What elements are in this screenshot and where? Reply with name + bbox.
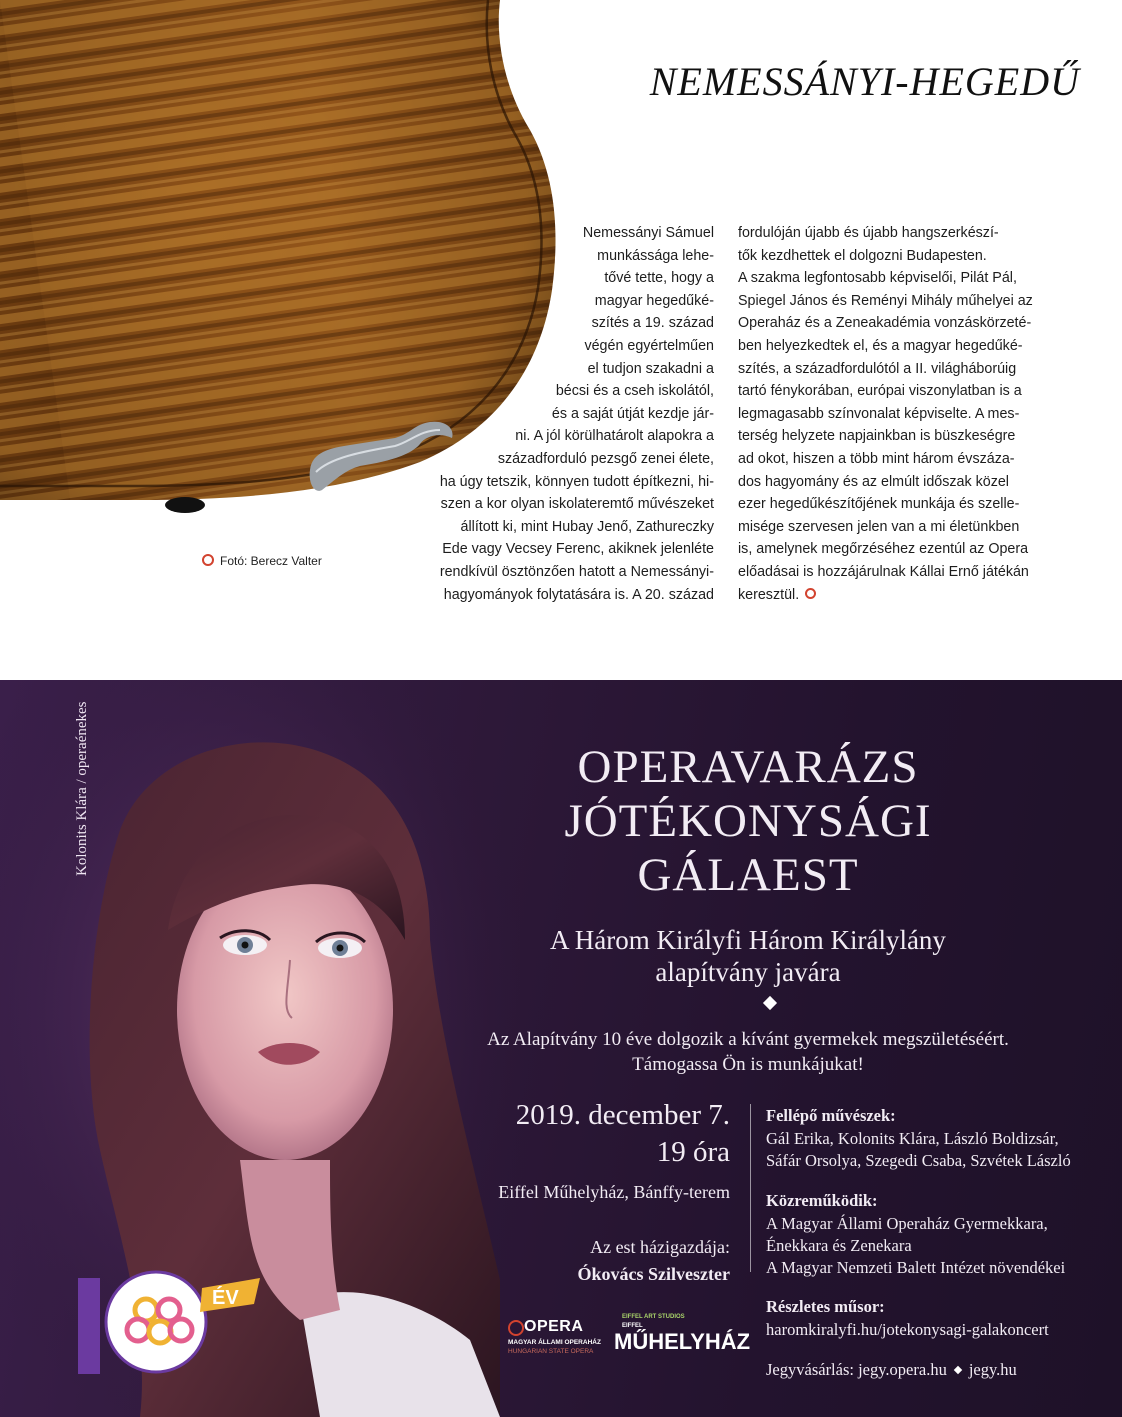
vertical-divider — [750, 1104, 751, 1272]
article-column-right — [738, 222, 1064, 606]
text-line: legmagasabb színvonalat képviselte. A mes- — [738, 405, 1020, 422]
diamond-separator-icon — [954, 1366, 962, 1374]
text-line: ezer hegedűkészítőjének munkája és szelle- — [738, 496, 1020, 513]
opera-logo-sub: MAGYAR ÁLLAMI OPERAHÁZ — [508, 1339, 601, 1346]
photo-credit-text: Fotó: Berecz Valter — [220, 554, 322, 568]
program-label: Részletes műsor: — [766, 1297, 885, 1316]
mission-line-1: Az Alapítvány 10 éve dolgozik a kívánt gyermekek megszületéséért. — [487, 1029, 1009, 1050]
gala-advertisement — [0, 680, 1122, 1417]
eiffel-logo-small: EIFFEL — [622, 1323, 643, 1329]
text-line: ben helyezkedtek el, és a magyar hegedűké- — [738, 337, 1023, 354]
text-line: ad okot, hiszen a több mint három évszáza- — [738, 450, 1015, 467]
text-line: tők kezdhettek el dolgozni Budapesten. — [738, 247, 987, 264]
text-line: Nemessányi Sámuel — [582, 225, 714, 241]
text-line: bécsi és a cseh iskolától, — [555, 383, 714, 400]
text-line: el tudjon szakadni a — [587, 360, 714, 377]
event-title-line-1: OPERAVARÁZS — [577, 741, 919, 793]
text-line: végén egyértelműen — [584, 337, 714, 354]
text-line: is, amelynek megőrzéséhez ezentúl az Opera — [738, 541, 1029, 558]
vertical-photo-credit: Kolonits Klára / operaénekes — [74, 701, 90, 876]
eiffel-muhelyhaz-logo — [612, 1314, 751, 1374]
text-line: szen a kor olyan iskolateremtő művészeket — [440, 496, 714, 513]
host-label: Az est házigazdája: — [590, 1237, 730, 1257]
event-time: 19 óra — [656, 1136, 730, 1168]
text-line: Ede vagy Vecsey Ferenc, akiknek jelenléte — [442, 541, 714, 558]
text-line: állított ki, mint Hubay Jenő, Zathureczky — [460, 518, 714, 535]
host-name: Ókovács Szilveszter — [577, 1264, 730, 1284]
event-title-line-3: GÁLAEST — [637, 849, 859, 901]
article-column-left — [300, 222, 714, 606]
opera-logo-word: OPERA — [524, 1318, 584, 1335]
text-line: ni. A jól körülhatárolt alapokra a — [515, 428, 714, 445]
text-line: terség helyzete napjainkban is büszkeségre — [738, 428, 1016, 445]
text-line: szítés, a századfordulótól a II. világháborúig — [738, 360, 1017, 377]
tickets-link[interactable]: Jegyvásárlás: jegy.opera.hu — [766, 1360, 947, 1379]
event-subtitle-line-2: alapítvány javára — [655, 957, 841, 987]
performers-label: Fellépő művészek: — [766, 1106, 896, 1125]
text-line: misége szervesen jelen van a mi életünkben — [738, 518, 1020, 535]
end-mark-icon — [805, 588, 816, 599]
text-line: Operaház és a Zeneakadémia vonzáskörzeté- — [738, 315, 1032, 332]
participants-line: A Magyar Állami Operaház Gyermekkara, — [766, 1214, 1048, 1233]
participants-line: A Magyar Nemzeti Balett Intézet növendékei — [766, 1258, 1066, 1277]
eiffel-logo-word: MŰHELYHÁZ — [614, 1329, 751, 1354]
event-venue: Eiffel Műhelyház, Bánffy-terem — [498, 1182, 730, 1202]
participants-line: Énekkara és Zenekara — [766, 1236, 912, 1255]
text-line: ha úgy tetszik, könnyen tudott építkezni, hi- — [439, 473, 714, 490]
program-url-link[interactable]: haromkiralyfi.hu/jotekonysagi-galakoncert — [766, 1320, 1049, 1339]
article-section — [0, 0, 1122, 680]
performers-line: Sáfár Orsolya, Szegedi Csaba, Szvétek László — [766, 1151, 1071, 1170]
opera-logo-sub-en: HUNGARIAN STATE OPERA — [508, 1348, 594, 1355]
text-line: szítés a 19. század — [591, 315, 714, 332]
text-line: tartó fénykorában, európai viszonylatban is a — [738, 383, 1022, 400]
opera-ring-icon — [508, 1320, 524, 1336]
event-subtitle-line-1: A Három Királyfi Három Királylány — [550, 925, 946, 955]
event-date: 2019. december 7. — [515, 1099, 730, 1131]
circle-bullet-icon — [202, 554, 214, 566]
text-line: és a saját útját kezdje jár- — [551, 405, 714, 422]
text-line: előadásai is hozzájárulnak Kállai Ernő játékán — [738, 563, 1029, 580]
text-line: magyar hegedűké- — [594, 292, 714, 309]
text-line: keresztül. — [738, 586, 800, 603]
text-line: A szakma legfontosabb képviselői, Pilát Pál, — [738, 270, 1017, 287]
badge-year-text: ÉV — [212, 1287, 239, 1309]
event-title-line-2: JÓTÉKONYSÁGI — [564, 795, 932, 847]
text-line: Spiegel János és Reményi Mihály műhelyei az — [738, 292, 1033, 309]
opera-logo — [500, 1318, 620, 1368]
mission-line-2: Támogassa Ön is munkájukat! — [632, 1054, 864, 1075]
tickets-alt-link[interactable]: jegy.hu — [968, 1360, 1017, 1379]
text-line: dos hagyomány és az elmúlt időszak közel — [738, 473, 1009, 490]
eiffel-logo-small: EIFFEL ART STUDIOS — [622, 1314, 685, 1320]
diamond-divider-icon — [763, 996, 777, 1010]
text-line: munkássága lehe- — [597, 247, 714, 264]
text-line: fordulóján újabb és újabb hangszerkészí- — [738, 225, 999, 241]
performers-line: Gál Erika, Kolonits Klára, László Boldizsár, — [766, 1129, 1059, 1148]
tickets-line — [766, 1359, 1017, 1380]
text-line: századforduló pezsgő zenei élete, — [497, 450, 714, 467]
foundation-10-years-logo — [74, 1268, 264, 1378]
article-title: NEMESSÁNYI-HEGEDŰ — [649, 59, 1080, 104]
text-line: hagyományok folytatására is. A 20. század — [443, 586, 714, 603]
text-line-last — [738, 584, 1064, 607]
text-line: tővé tette, hogy a — [604, 270, 714, 287]
text-line: rendkívül ösztönzően hatott a Nemessányi- — [439, 563, 714, 580]
participants-label: Közreműködik: — [766, 1191, 878, 1210]
